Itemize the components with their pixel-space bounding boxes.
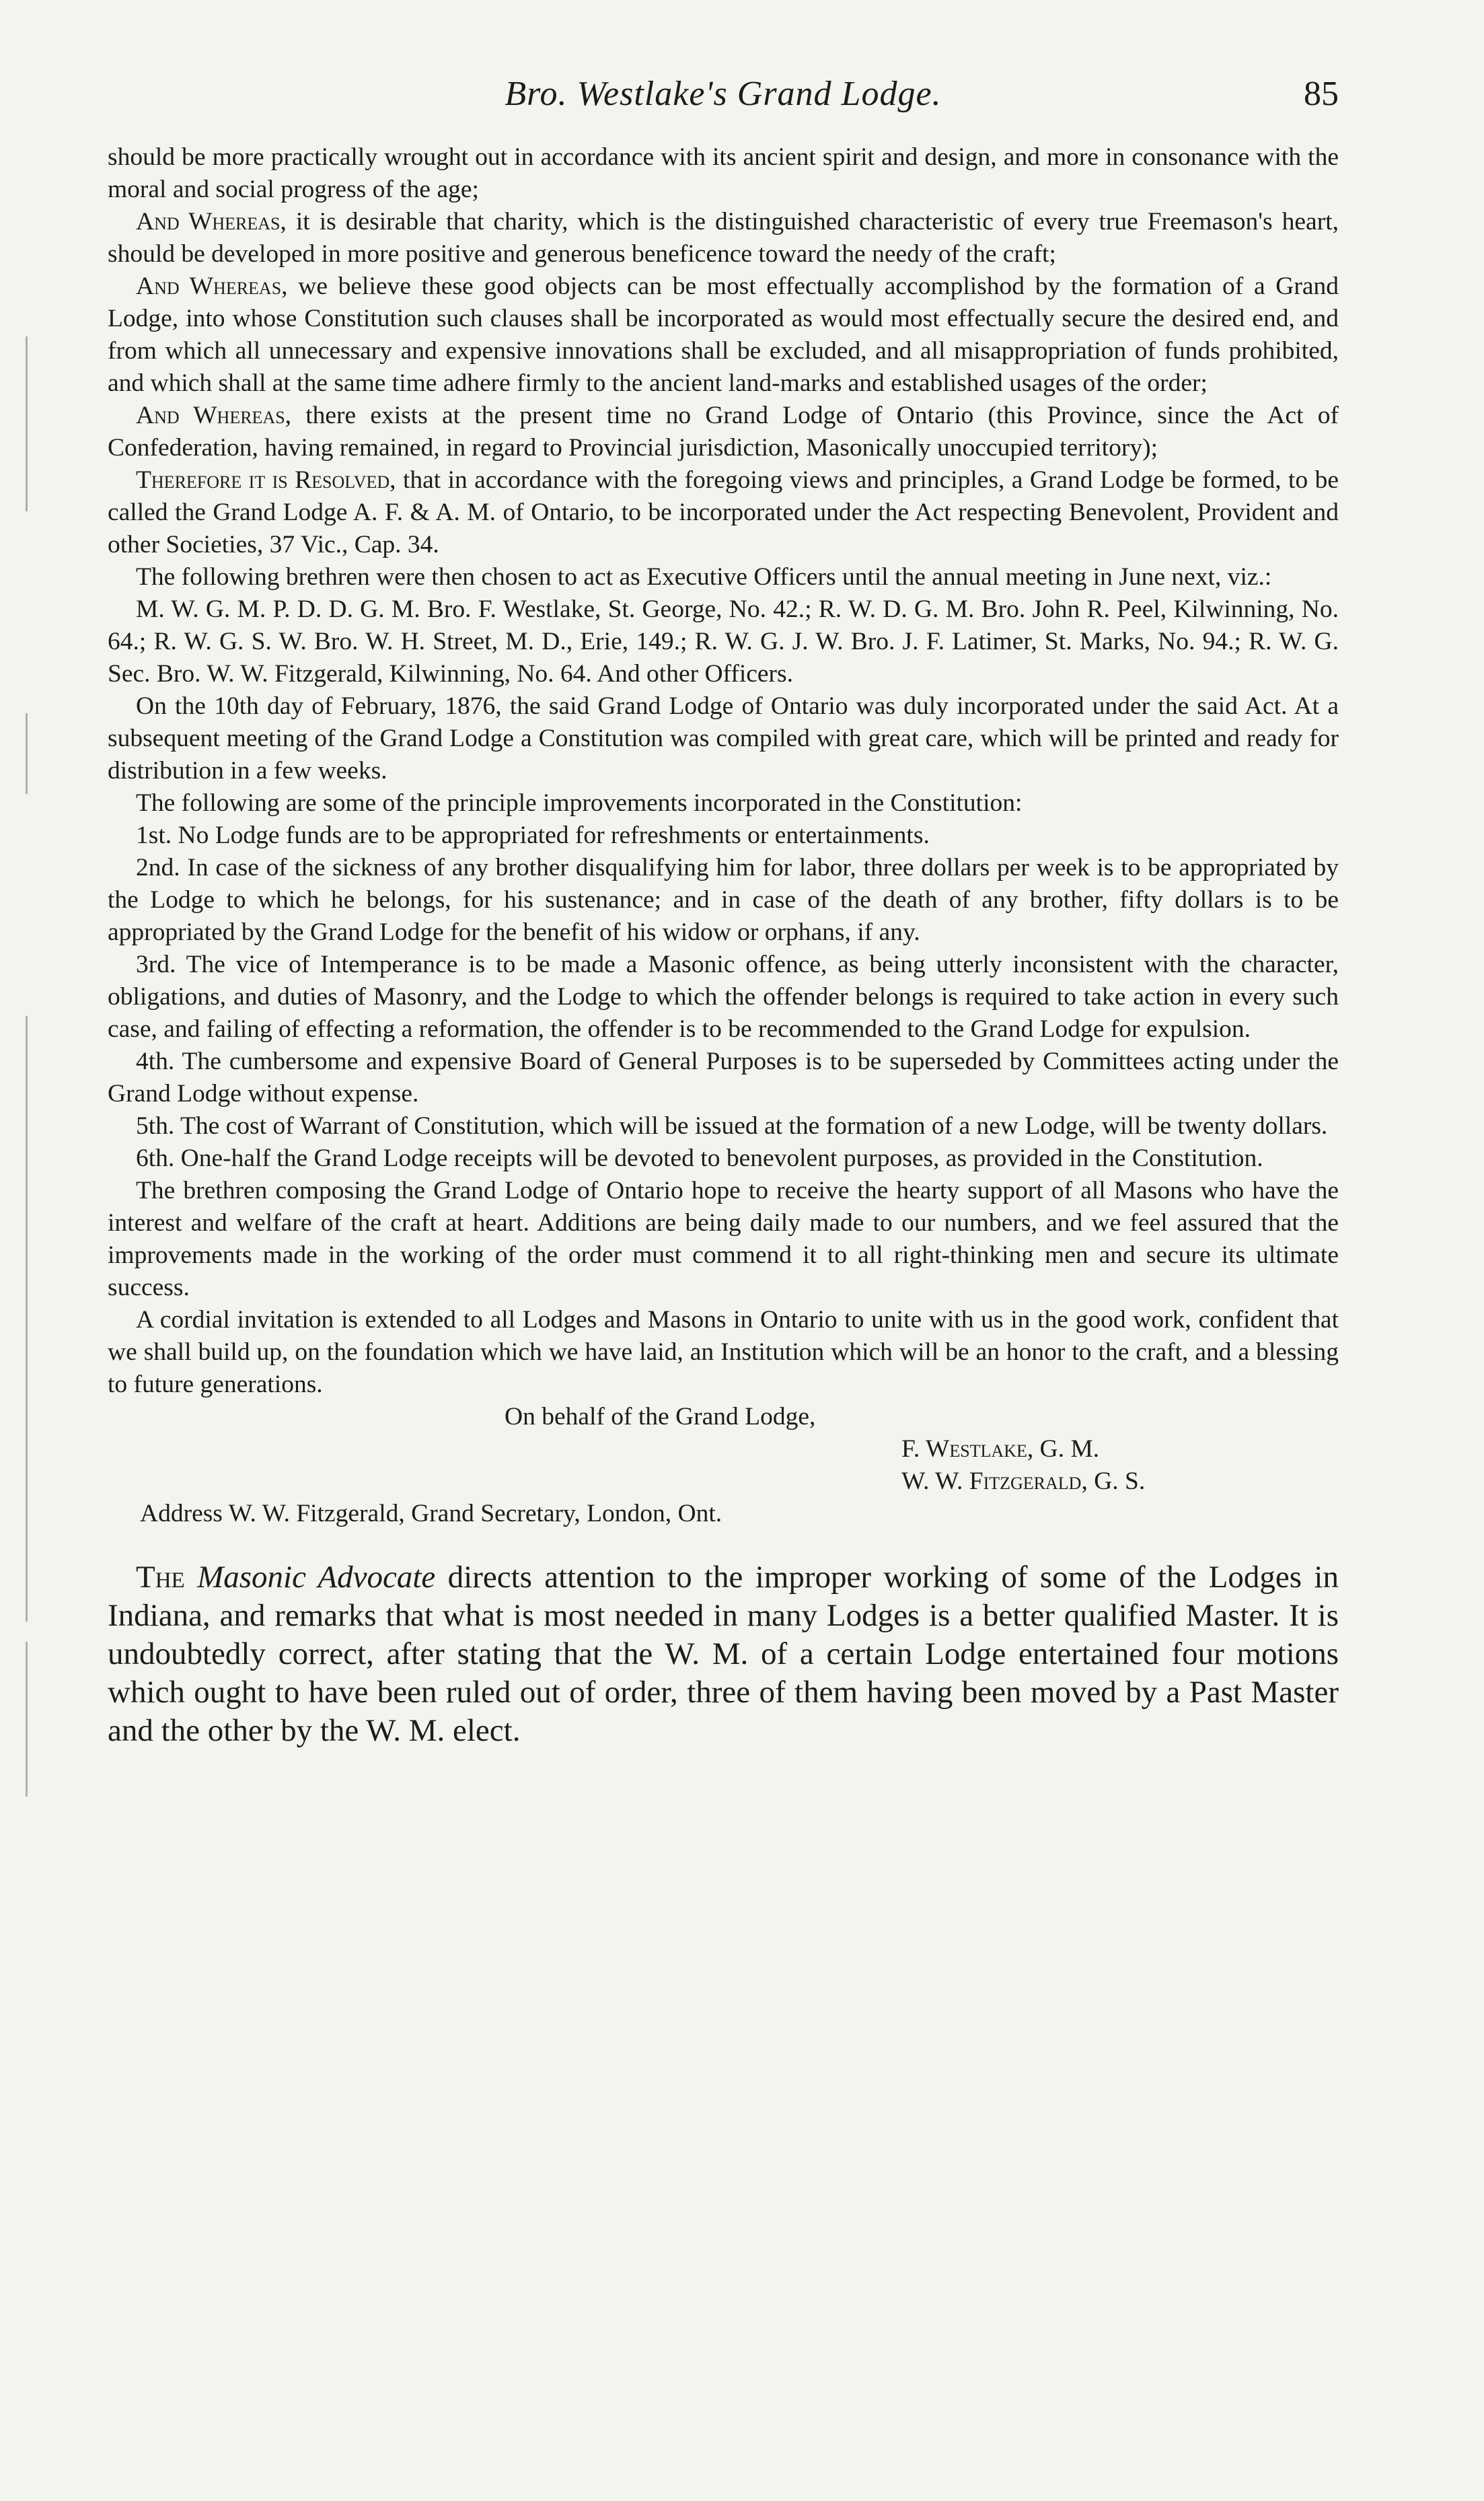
paragraph-text: 5th. The cost of Warrant of Constitution, which will be issued at the formation of a new Lodge, will be twenty dollars. (136, 1112, 1328, 1140)
grand-secretary-signature: W. W. Fitzgerald, G. S. (901, 1467, 1146, 1495)
grand-master-signature: F. Westlake, G. M. (901, 1435, 1100, 1463)
paragraph-text: that in accordance with the foregoing views and principles, a Grand Lodge be formed, to be called the Grand Lodge A. F. & A. M. of Ontario, to be incorporated under the Act respecting Benevolent, Provident and other Societies, 37 Vic., Cap. 34. (108, 466, 1339, 558)
paragraph-8 (108, 690, 1339, 787)
paragraph-text: there exists at the present time no Grand Lodge of Ontario (this Province, since the Act of Confederation, having remained, in regard to Provincial jurisdiction, Masonically unoccupied territory); (108, 402, 1339, 462)
paragraph-text: 3rd. The vice of Intemperance is to be made a Masonic offence, as being utterly inconsistent with the character, obligations, and duties of Masonry, and the Lodge to which the offender belongs is required to take action in every such case, and failing of effecting a reformation, the offender is to be recommended to the Grand Lodge for expulsion. (108, 951, 1339, 1043)
page (108, 67, 1339, 1750)
paragraph-4 (108, 400, 1339, 464)
signature-block (108, 1401, 1339, 1530)
article-separator (108, 1530, 1339, 1558)
paragraph-3 (108, 270, 1339, 400)
paragraph-11 (108, 852, 1339, 949)
paragraph-2 (108, 206, 1339, 270)
running-title: Bro. Westlake's Grand Lodge. (505, 75, 942, 113)
paragraph-lead: And Whereas, (136, 402, 292, 429)
paragraph-text: M. W. G. M. P. D. D. G. M. Bro. F. Westlake, St. George, No. 42.; R. W. D. G. M. Bro. John R. Peel, Kilwinning, No. 64.; R. W. G. S. W. Bro. W. H. Street, M. D., Erie, 149.; R. W. G. J. W. Bro. J. F. Latimer, St. Marks, No. 94.; R. W. G. Sec. Bro. W. W. Fitzgerald, Kilwinning, No. 64. And other Officers. (108, 595, 1339, 688)
paragraph-text: On the 10th day of February, 1876, the said Grand Lodge of Ontario was duly incorporated under the said Act. At a subsequent meeting of the Grand Lodge a Constitution was compiled with great care, which will be printed and ready for distribution in a few weeks. (108, 692, 1339, 785)
paragraph-text: A cordial invitation is extended to all Lodges and Masons in Ontario to unite with us in the good work, confident that we shall build up, on the foundation which we have laid, an Institution which will be an honor to the craft, and a blessing to future generations. (108, 1306, 1339, 1398)
paragraph-5 (108, 464, 1339, 561)
article-body (108, 141, 1339, 1401)
paragraph-text: 6th. One-half the Grand Lodge receipts will be devoted to benevolent purposes, as provided in the Constitution. (136, 1145, 1263, 1172)
paragraph-15 (108, 1143, 1339, 1175)
address-line: Address W. W. Fitzgerald, Grand Secretary, London, Ont. (140, 1500, 722, 1527)
paragraph-text: it is desirable that charity, which is the distinguished characteristic of every true Freemason's heart, should be developed in more positive and generous beneficence toward the needy of the craft; (108, 208, 1339, 268)
page-number: 85 (1304, 75, 1339, 113)
paragraph-text: 1st. No Lodge funds are to be appropriated for refreshments or entertainments. (136, 822, 930, 849)
paragraph-17 (108, 1304, 1339, 1401)
paragraph-text: The following brethren were then chosen to act as Executive Officers until the annual meeting in June next, viz.: (136, 563, 1272, 591)
publication-name: Masonic Advocate (197, 1560, 436, 1595)
paragraph-9 (108, 787, 1339, 820)
paragraph-text: The following are some of the principle improvements incorporated in the Constitution: (136, 789, 1023, 817)
second-article-text: directs attention to the improper working of some of the Lodges in Indiana, and remarks that what is most needed in many Lodges is a better qualified Master. It is undoubtedly correct, after stating that the W. M. of a certain Lodge entertained four motions which ought to have been ruled out of order, three of them having been moved by a Past Master and the other by the W. M. elect. (108, 1560, 1339, 1748)
paragraph-12 (108, 949, 1339, 1046)
paragraph-text: we believe these good objects can be most effectually accomplishod by the formation of a Grand Lodge, into whose Constitution such clauses shall be incorporated as would most effectually secure the desired end, and from which all unnecessary and expensive innovations shall be excluded, and all misappropriation of funds prohibited, and which shall at the same time adhere firmly to the ancient land-marks and established usages of the order; (108, 273, 1339, 397)
second-article-paragraph (108, 1558, 1339, 1750)
paragraph-16 (108, 1175, 1339, 1304)
paragraph-lead: And Whereas, (136, 208, 287, 235)
paragraph-text: The brethren composing the Grand Lodge of Ontario hope to receive the hearty support of all Masons who have the interest and welfare of the craft at heart. Additions are being daily made to our numbers, and we feel assured that the improvements made in the working of the order must commend it to all right-thinking men and secure its ultimate success. (108, 1177, 1339, 1301)
margin-binding-marks (5, 40, 32, 2463)
paragraph-text: 2nd. In case of the sickness of any brother disqualifying him for labor, three dollars per week is to be appropriated by the Lodge to which he belongs, for his sustenance; and in case of the death of any brother, fifty dollars is to be appropriated by the Grand Lodge for the benefit of his widow or orphans, if any. (108, 854, 1339, 946)
paragraph-14 (108, 1110, 1339, 1143)
second-article (108, 1558, 1339, 1750)
paragraph-13 (108, 1046, 1339, 1110)
paragraph-lead: And Whereas, (136, 273, 288, 300)
paragraph-text: 4th. The cumbersome and expensive Board of General Purposes is to be superseded by Committees acting under the Grand Lodge without expense. (108, 1048, 1339, 1108)
paragraph-1 (108, 141, 1339, 206)
on-behalf-line: On behalf of the Grand Lodge, (505, 1403, 816, 1430)
page-header (108, 67, 1339, 141)
paragraph-6 (108, 561, 1339, 593)
paragraph-7 (108, 593, 1339, 690)
paragraph-lead: Therefore it is Resolved, (136, 466, 396, 494)
paragraph-text: should be more practically wrought out in accordance with its ancient spirit and design, and more in consonance with the moral and social progress of the age; (108, 143, 1339, 203)
second-article-lead: The (136, 1560, 185, 1595)
paragraph-10 (108, 820, 1339, 852)
